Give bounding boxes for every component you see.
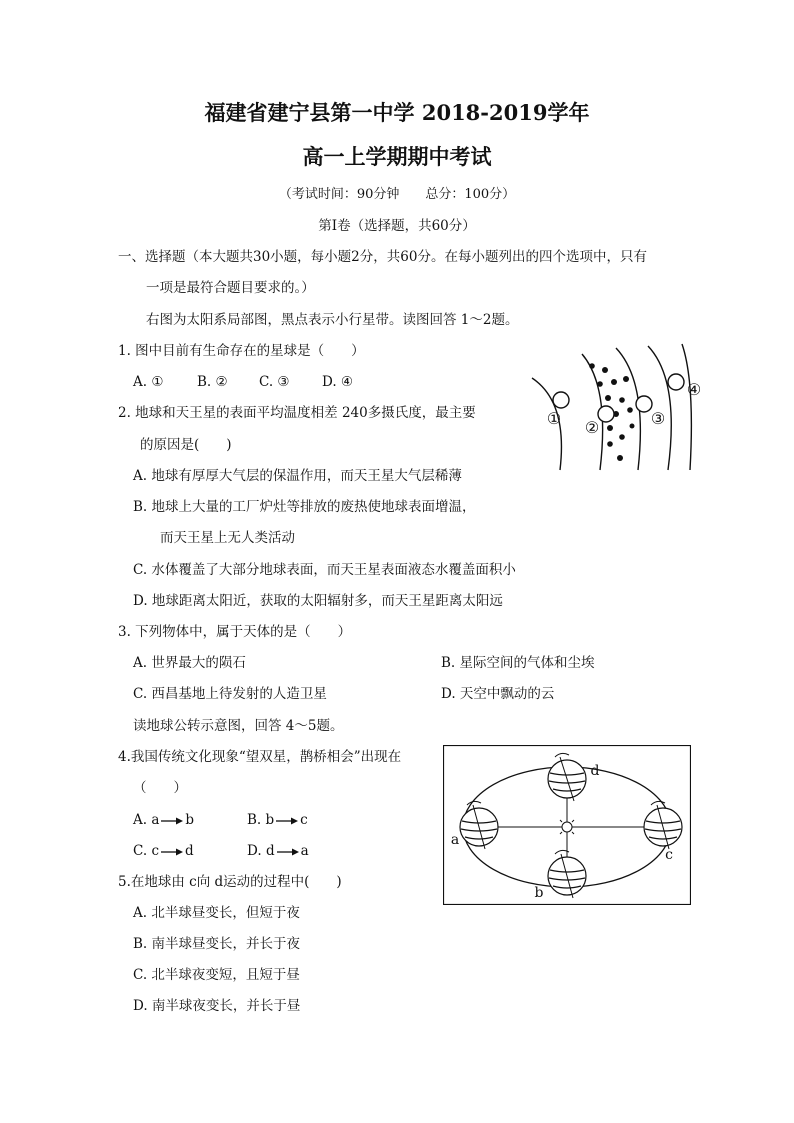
- asteroid-dot: [630, 424, 635, 429]
- planet-3: [636, 396, 652, 412]
- q4-option-b: [247, 811, 308, 829]
- label-planet-4: ④: [686, 380, 702, 399]
- asteroid-dot: [619, 434, 625, 440]
- q1-option-b: B. ②: [197, 374, 228, 390]
- instruction-line-2: 一项是最符合题目要求的。）: [146, 280, 315, 296]
- earth-orbit-diagram: [443, 745, 691, 905]
- asteroid-dot: [611, 379, 617, 385]
- right-arrow-icon: [276, 817, 298, 825]
- q2-option-b-line-2: 而天王星上无人类活动: [160, 530, 295, 546]
- q3-option-d: D. 天空中飘动的云: [441, 686, 555, 702]
- planet-4: [668, 374, 684, 390]
- q2-option-c: C. 水体覆盖了大部分地球表面，而天王星表面液态水覆盖面积小: [133, 562, 516, 578]
- q3-option-b: B. 星际空间的气体和尘埃: [441, 655, 595, 671]
- q1-stem: 1. 图中目前有生命存在的星球是（ ）: [118, 343, 365, 359]
- q5-option-c: C. 北半球夜变短，且短于昼: [133, 967, 300, 983]
- asteroid-dot: [602, 367, 608, 373]
- q2-stem-line-1: 2. 地球和天王星的表面平均温度相差 240多摄氏度，最主要: [118, 405, 476, 421]
- asteroid-dot: [605, 395, 611, 401]
- right-arrow-icon: [161, 817, 183, 825]
- option-prefix: B.: [247, 812, 266, 828]
- label-planet-3: ③: [650, 409, 666, 428]
- asteroid-dot: [617, 455, 623, 461]
- asteroid-dot: [589, 363, 595, 369]
- asteroid-dot: [623, 376, 629, 382]
- label-position-a: a: [450, 832, 460, 848]
- page-title: 福建省建宁县第一中学 2018-2019学年: [204, 100, 590, 125]
- option-prefix: C.: [133, 843, 152, 859]
- label-position-d: d: [590, 763, 600, 779]
- solar-system-diagram: [530, 342, 710, 472]
- option-prefix: D.: [247, 843, 266, 859]
- label-position-c: c: [665, 847, 673, 863]
- asteroid-dot: [619, 397, 625, 403]
- q4-stem-line-1: 4.我国传统文化现象“望双星，鹊桥相会”出现在: [118, 749, 402, 765]
- q5-option-d: D. 南半球夜变长，并长于昼: [133, 998, 301, 1014]
- q3-option-a: A. 世界最大的陨石: [133, 655, 246, 671]
- option-from: c: [151, 843, 159, 859]
- label-planet-1: ①: [546, 409, 562, 428]
- label-planet-2: ②: [584, 418, 600, 437]
- right-arrow-icon: [277, 848, 299, 856]
- option-to: b: [185, 812, 195, 828]
- planet-2: [598, 406, 614, 422]
- right-arrow-icon: [161, 848, 183, 856]
- q2-option-a: A. 地球有厚厚大气层的保温作用，而天王星大气层稀薄: [133, 468, 462, 484]
- asteroid-dot: [597, 381, 603, 387]
- orbit-intro-text: 读地球公转示意图，回答 4～5题。: [133, 718, 344, 734]
- q2-stem-line-2: 的原因是( ): [140, 437, 232, 453]
- option-prefix: A.: [133, 812, 152, 828]
- q2-option-b-line-1: B. 地球上大量的工厂炉灶等排放的废热使地球表面增温，: [133, 499, 476, 515]
- option-to: c: [300, 812, 308, 828]
- option-to: a: [300, 843, 309, 859]
- page-subtitle: 高一上学期期中考试: [302, 144, 492, 169]
- asteroid-dot: [627, 407, 633, 413]
- q1-option-c: C. ③: [259, 374, 290, 390]
- q4-option-d: [247, 842, 309, 860]
- instruction-line-1: 一、选择题（本大题共30小题，每小题2分，共60分。在每小题列出的四个选项中，只有: [118, 249, 647, 265]
- option-from: d: [265, 843, 275, 859]
- q4-stem-line-2: （ ）: [133, 780, 187, 796]
- option-from: b: [265, 812, 275, 828]
- section-title: 第Ⅰ卷（选择题，共60分）: [318, 218, 476, 234]
- exam-info: （考试时间：90分钟 总分：100分）: [278, 187, 516, 202]
- asteroid-dot: [607, 425, 613, 431]
- q5-option-b: B. 南半球昼变长，并长于夜: [133, 936, 301, 952]
- figure-intro-text: 右图为太阳系局部图，黑点表示小行星带。读图回答 1～2题。: [146, 312, 519, 328]
- q5-option-a: A. 北半球昼变长，但短于夜: [133, 905, 300, 921]
- q3-option-c: C. 西昌基地上待发射的人造卫星: [133, 686, 327, 702]
- q4-option-c: [133, 842, 194, 860]
- q2-option-d: D. 地球距离太阳近，获取的太阳辐射多，而天王星距离太阳远: [133, 593, 503, 609]
- q1-option-d: D. ④: [322, 374, 354, 390]
- orbit-line: [682, 344, 691, 470]
- planet-1: [553, 392, 569, 408]
- q1-option-a: A. ①: [133, 374, 164, 390]
- q4-option-a: [133, 811, 194, 829]
- sun-icon: [557, 817, 577, 837]
- label-position-b: b: [534, 885, 544, 901]
- q3-stem: 3. 下列物体中，属于天体的是（ ）: [118, 624, 352, 640]
- option-to: d: [185, 843, 194, 859]
- asteroid-dot: [607, 441, 613, 447]
- q5-stem: 5.在地球由 c向 d运动的过程中( ): [118, 874, 342, 890]
- option-from: a: [151, 812, 160, 828]
